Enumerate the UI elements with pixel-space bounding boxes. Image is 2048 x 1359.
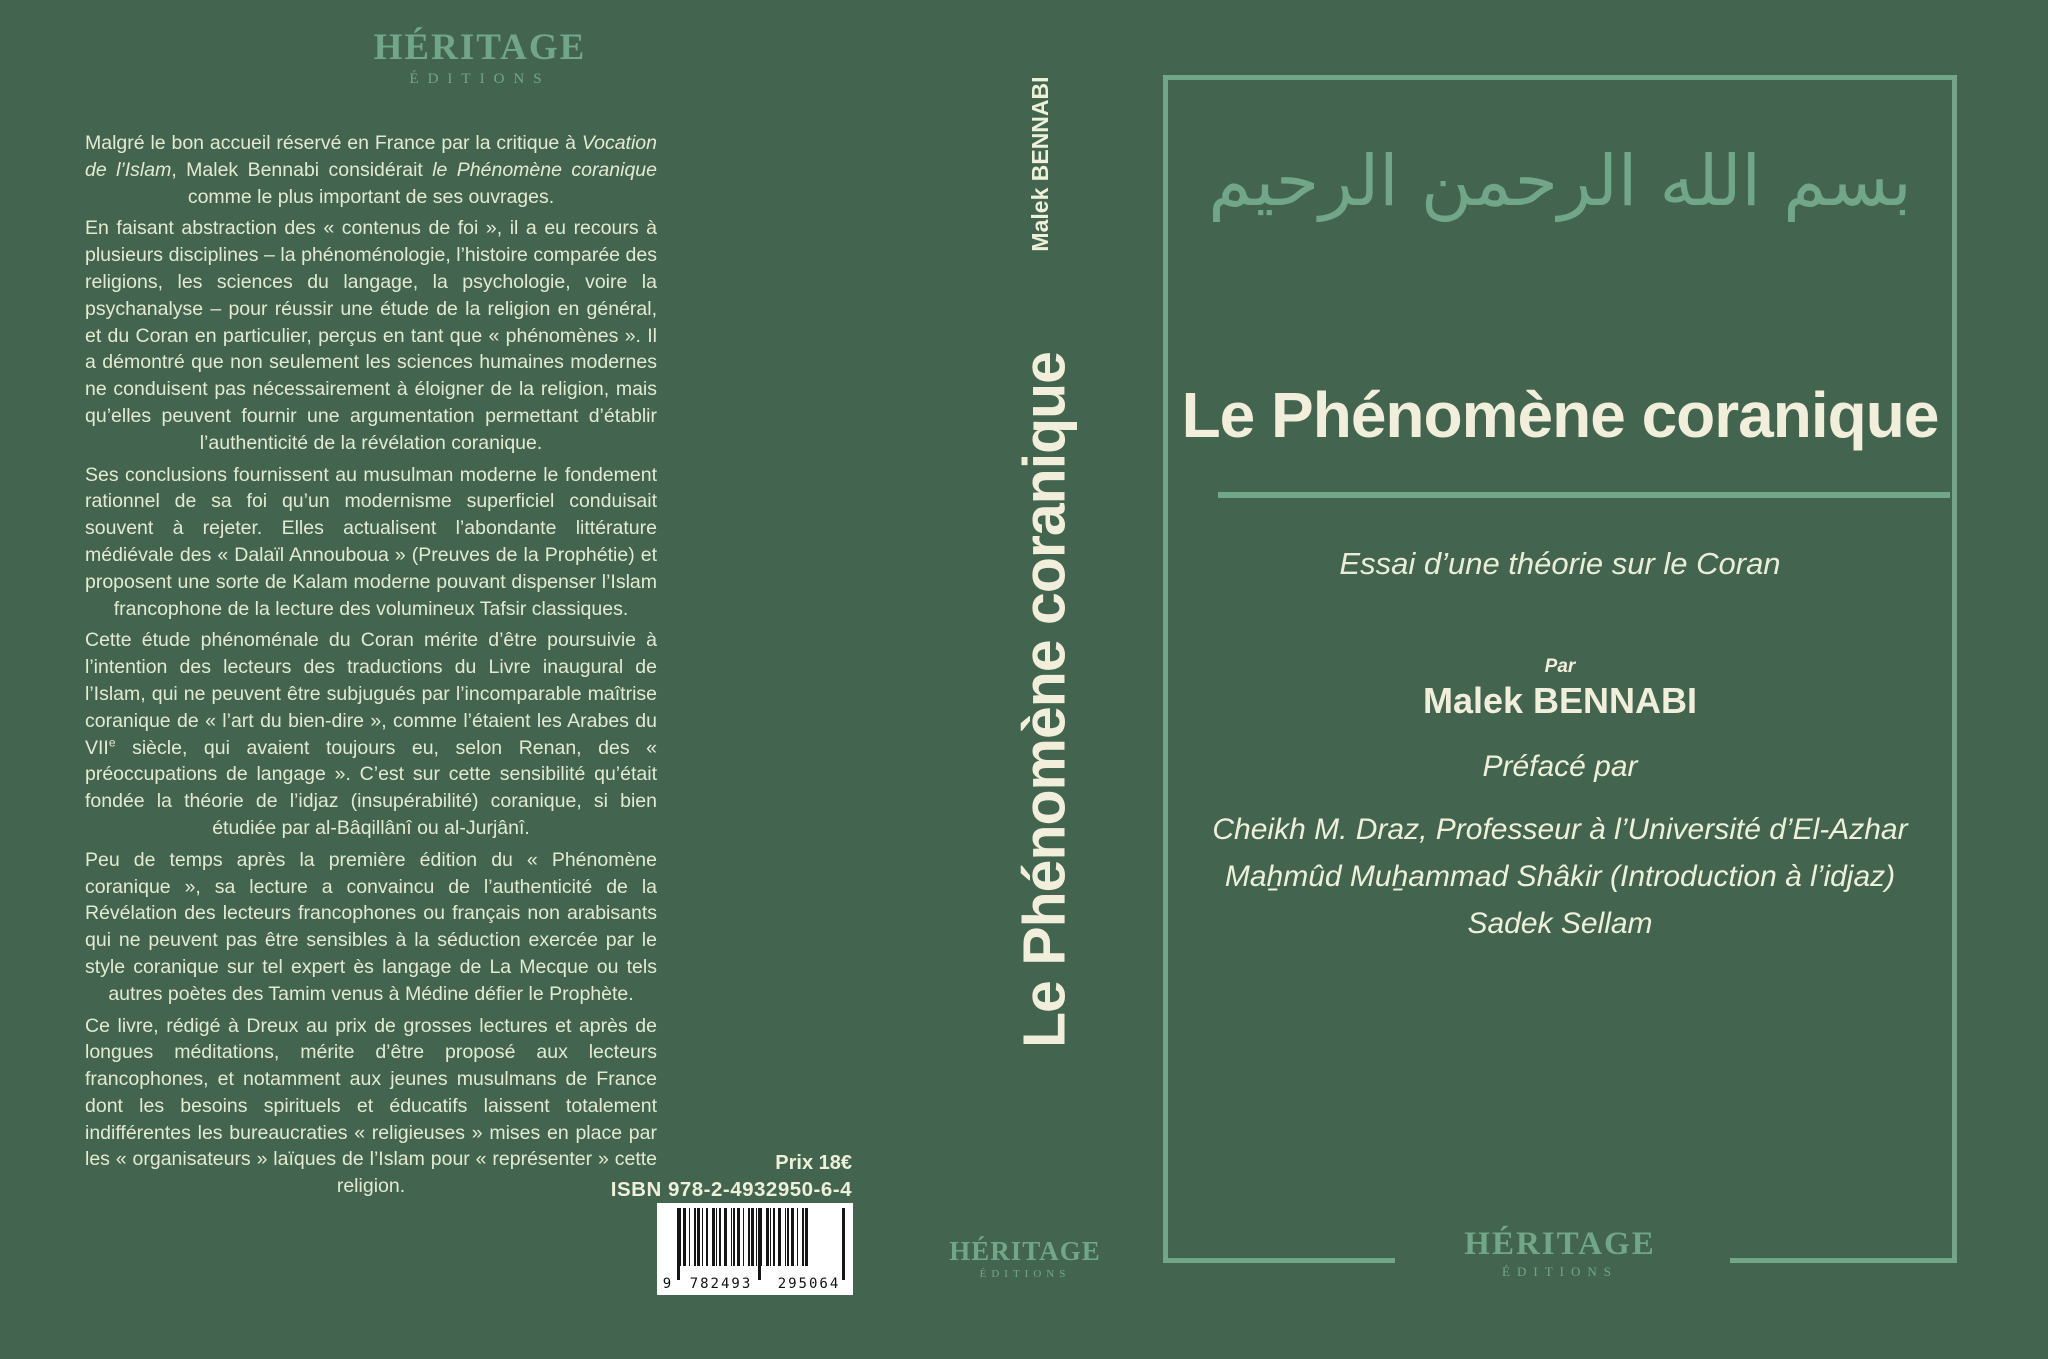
preface-name: Sadek Sellam (1467, 907, 1653, 940)
back-cover-paragraph: Ses conclusions fournissent au musulman moderne le fondement rationnel de sa foi qu’un modernisme superficiel conduisait souvent à rejeter. Elles actualisent l’abondante littérature médiévale des « Dalaïl Annouboua » (Preuves de la Prophétie) et proposent une sorte de Kalam moderne pouvant dispenser l’Islam francophone de la lecture des volumineux Tafsir classiques. (85, 463, 657, 620)
publisher-name: HÉRITAGE (1464, 1226, 1656, 1262)
barcode-guard-left (677, 1208, 680, 1280)
publisher-logo-spine (925, 1236, 1125, 1280)
preface-name: Maẖmûd Muẖammad Shâkir (Introduction à l’idjaz) (1224, 860, 1896, 893)
isbn-label: ISBN 978-2-4932950-6-4 (610, 1178, 852, 1201)
barcode (657, 1203, 853, 1295)
spine-title: Le Phénomène coranique (1011, 352, 1078, 1048)
publisher-subname: ÉDITIONS (1502, 1264, 1618, 1279)
byline (1168, 656, 1952, 722)
back-cover-paragraph: Peu de temps après la première édition du « Phénomène coranique », sa lecture a convaincu de l’authenticité de la Révélation des lecteurs francophones ou français non arabisants qui ne peuvent pas être sensibles à la séduction exercée par le style coranique sur tel expert ès langage de La Mecque ou tels autres poètes des Tamim venus à Médine défier le Prophète. (85, 848, 657, 1005)
front-subtitle: Essai d’une théorie sur le Coran (1339, 546, 1781, 581)
front-author: Malek BENNABI (1422, 680, 1698, 721)
title-rule (1218, 492, 1950, 498)
publisher-name: HÉRITAGE (949, 1236, 1101, 1266)
publisher-subname: ÉDITIONS (979, 1268, 1071, 1280)
price-label: Prix 18€ (775, 1152, 852, 1174)
preface-names (1168, 806, 1952, 947)
spine-author: Malek BENNABI (1027, 76, 1053, 252)
back-cover-paragraph: Ce livre, rédigé à Dreux au prix de grosses lectures et après de longues méditations, mérite d’être proposé aux lecteurs francophones, et notamment aux jeunes musulmans de France dont les besoins spirituels et éducatifs laissent totalement indifférentes les bureaucraties « religieuses » mises en place par les « organisateurs » laïques de l’Islam pour « représenter » cette religion. (85, 1014, 657, 1198)
bismillah-calligraphy: بسم الله الرحمن الرحيم (1208, 140, 1912, 222)
barcode-guard-middle (758, 1208, 761, 1280)
publisher-subname: ÉDITIONS (409, 71, 551, 87)
back-cover-paragraph: Cette étude phénoménale du Coran mérite d’être poursuivie à l’intention des lecteurs des traductions du Livre inaugural de l’Islam, qui ne peuvent être subjugués par l’incomparable maîtrise coranique de « l’art du bien-dire », comme l’étaient les Arabes du VIIe siècle, qui avaient toujours eu, selon Renan, des « préoccupations de langage ». C’est sur cette sensibilité qu’était fondée la théorie de l’idjaz (insupérabilité) coranique, si bien étudiée par al-Bâqillânî ou al-Jurjânî. (85, 629, 657, 839)
price-isbn-block (450, 1152, 852, 1202)
back-cover-text (85, 130, 657, 1205)
preface-name: Cheikh M. Draz, Professeur à l’Université d’El-Azhar (1212, 813, 1908, 846)
publisher-logo-back (330, 26, 630, 88)
front-title: Le Phénomène coranique (1181, 379, 1939, 451)
byline-label: Par (1544, 656, 1576, 677)
barcode-bars (677, 1208, 845, 1266)
preface-label: Préfacé par (1482, 750, 1638, 783)
back-cover-paragraph: En faisant abstraction des « contenus de foi », il a eu recours à plusieurs disciplines – la phénoménologie, l’histoire comparée des religions, les sciences du langage, la psychologie, voire la psychanalyse – pour réussir une étude de la religion en général, et du Coran en particulier, perçus en tant que « phénomènes ». Il a démontré que non seulement les sciences humaines modernes ne conduisent pas nécessairement à éloigner de la religion, mais qu’elles peuvent fournir une argumentation permettant d’établir l’authenticité de la révélation coranique. (85, 217, 657, 454)
publisher-name: HÉRITAGE (373, 27, 587, 68)
barcode-guard-right (842, 1208, 845, 1280)
back-cover-paragraph: Malgré le bon accueil réservé en France par la critique à Vocation de l’Islam, Malek Bennabi considérait le Phénomène coranique comme le plus important de ses ouvrages. (85, 132, 657, 208)
publisher-logo-front (1410, 1226, 1710, 1280)
barcode-digits: 9 782493 295064 (662, 1276, 841, 1292)
